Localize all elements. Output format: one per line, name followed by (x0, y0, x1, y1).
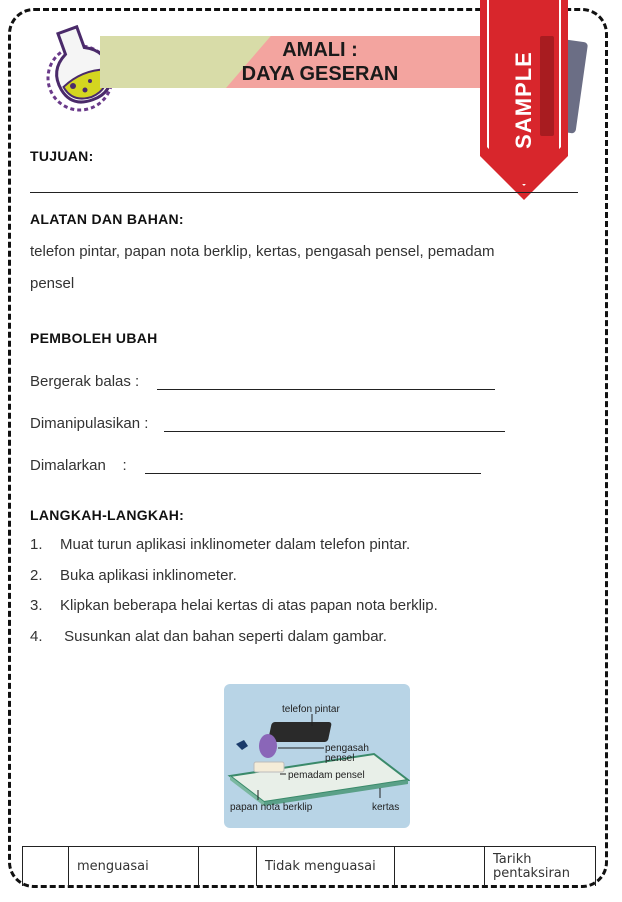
section-tujuan: TUJUAN: (30, 148, 94, 164)
page-title: AMALI : DAYA GESERAN (241, 39, 399, 85)
label-pengasah-2: pensel (325, 753, 355, 764)
list-item: 3. Klipkan beberapa helai kertas di atas papan nota berklip. (30, 597, 438, 614)
field-dimanipulasikan: Dimanipulasikan : (30, 415, 149, 432)
label-papan: papan nota berklip (230, 802, 313, 813)
section-pemboleh-ubah: PEMBOLEH UBAH (30, 330, 158, 346)
section-alatan: ALATAN DAN BAHAN: (30, 211, 184, 227)
bergerak-balas-line (157, 389, 495, 390)
dimanipulasikan-line (164, 431, 505, 432)
label-telefon: telefon pintar (282, 704, 340, 715)
dimalarkan-line (145, 473, 481, 474)
tujuan-answer-line (30, 192, 578, 193)
sample-stamp: SAMPLE (511, 51, 536, 149)
assessment-table (22, 846, 596, 886)
alatan-text: telefon pintar, papan nota berklip, kertas, pengasah pensel, pemadam (30, 243, 495, 260)
tarikh-input[interactable] (395, 847, 485, 886)
list-item: 2. Buka aplikasi inklinometer. (30, 566, 237, 584)
label-menguasai: menguasai (69, 847, 199, 886)
alatan-text-cont: pensel (30, 275, 75, 292)
steps-list (30, 536, 570, 658)
label-kertas: kertas (372, 802, 400, 813)
checkbox-tidak-menguasai[interactable] (199, 847, 257, 886)
list-item: 4. Susunkan alat dan bahan seperti dalam gambar. (30, 627, 387, 645)
label-tidak-menguasai: Tidak menguasai (257, 847, 395, 886)
label-pengasah: pengasah (325, 743, 369, 754)
checkbox-menguasai[interactable] (23, 847, 69, 886)
label-tarikh: Tarikh pentaksiran (493, 851, 571, 881)
list-item: 1. Muat turun aplikasi inklinometer dalam telefon pintar. (30, 536, 411, 553)
label-pemadam: pemadam pensel (288, 770, 365, 781)
apparatus-illustration (224, 684, 410, 828)
apparatus-figure (224, 684, 410, 828)
section-langkah: LANGKAH-LANGKAH: (30, 507, 185, 523)
field-dimalarkan: Dimalarkan : (30, 457, 127, 474)
field-bergerak-balas: Bergerak balas : (30, 373, 140, 390)
